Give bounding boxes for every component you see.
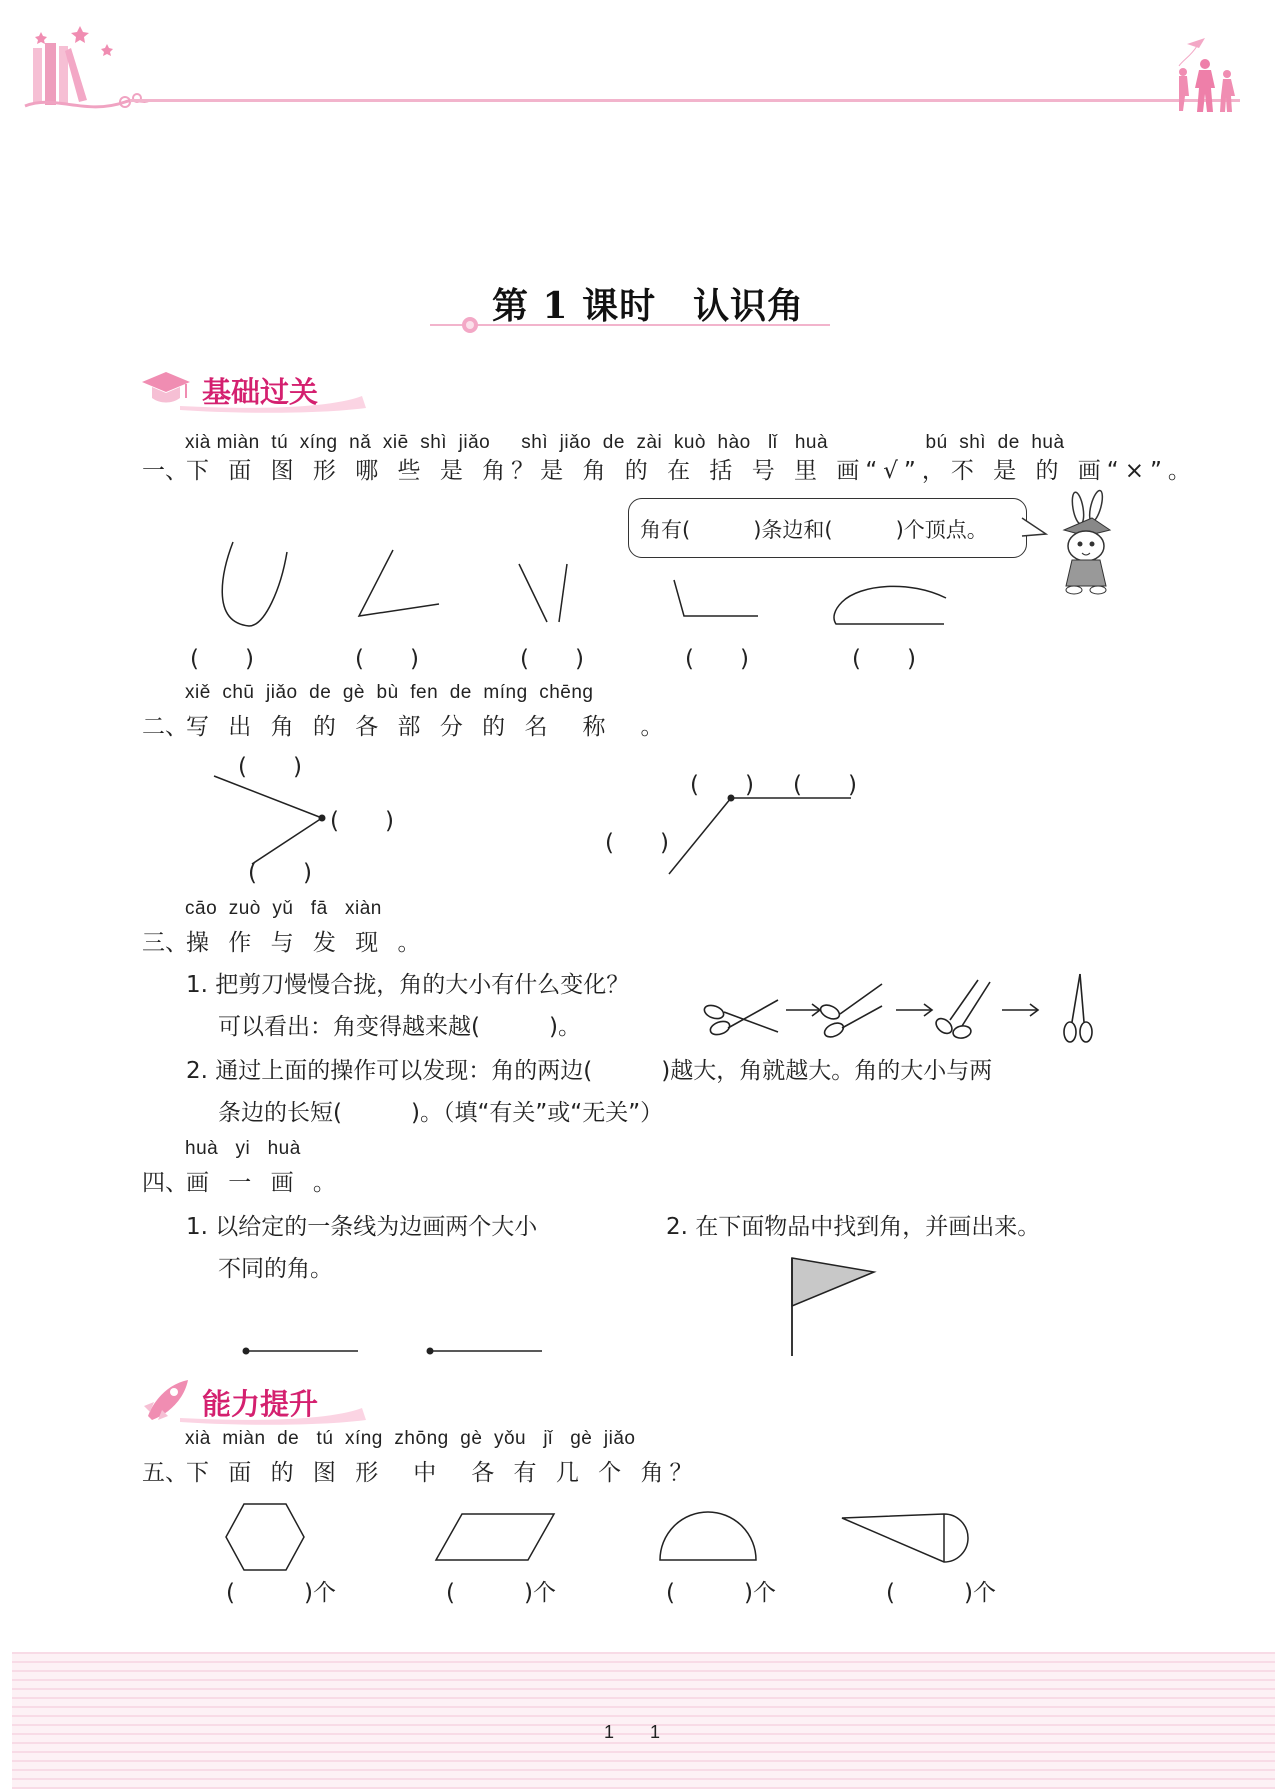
- q4-text: 画 一 画 。: [186, 1170, 342, 1196]
- q5-answer[interactable]: ( )个: [226, 1580, 336, 1606]
- q4-item1-line2: 不同的角。: [218, 1256, 333, 1282]
- q5-pinyin: xià miàn de tú xíng zhōng gè yǒu jǐ gè jiǎo: [185, 1428, 636, 1449]
- section-banner-advanced: [140, 1396, 370, 1426]
- q1-answer-paren[interactable]: ( ): [685, 646, 749, 672]
- q1-figure-curved-angle: [830, 584, 950, 630]
- bubble-text: 角有( )条边和( )个顶点。: [640, 518, 988, 542]
- speech-bubble-tail: [1022, 512, 1048, 542]
- title-underline: [430, 316, 830, 336]
- q3-text: 操 作 与 发 现 。: [186, 930, 427, 956]
- q5-figure-hexagon: [222, 1500, 308, 1574]
- q2-answer-paren[interactable]: ( ): [690, 772, 754, 798]
- q4-pinyin: huà yi huà: [185, 1138, 301, 1159]
- q2-answer-paren[interactable]: ( ): [238, 754, 302, 780]
- q1-figure-u-curve: [205, 538, 295, 630]
- lesson-title: 第 1 课时 认识角: [492, 285, 805, 327]
- q3-item1-line2: 可以看出：角变得越来越( )。: [218, 1014, 581, 1040]
- section-title-advanced: 能力提升: [202, 1387, 319, 1421]
- page-number: 1 1: [604, 1722, 661, 1742]
- q5-figure-cone: [838, 1510, 978, 1568]
- q1-answer-paren[interactable]: ( ): [520, 646, 584, 672]
- section-banner-basic: [140, 384, 370, 414]
- q2-answer-paren[interactable]: ( ): [793, 772, 857, 798]
- q2-label: 二、: [142, 714, 188, 740]
- q2-angle-right: [665, 792, 855, 876]
- q1-figure-open-lines: [515, 560, 575, 628]
- scissors-sequence-icon: [700, 972, 1120, 1046]
- q4-label: 四、: [142, 1170, 188, 1196]
- q5-answer[interactable]: ( )个: [886, 1580, 996, 1606]
- q3-item1-line1: 1. 把剪刀慢慢合拢，角的大小有什么变化？: [186, 972, 630, 998]
- q1-answer-paren[interactable]: ( ): [355, 646, 419, 672]
- q1-answer-paren[interactable]: ( ): [190, 646, 254, 672]
- rabbit-mascot-icon: [1052, 490, 1120, 598]
- q3-item2-line1: 2. 通过上面的操作可以发现：角的两边( )越大，角就越大。角的大小与两: [186, 1058, 993, 1084]
- header-decoration-left: [25, 18, 155, 123]
- q3-item2-line2: 条边的长短( )。（填“有关”或“无关”）: [218, 1100, 664, 1126]
- q5-answer[interactable]: ( )个: [446, 1580, 556, 1606]
- flag-icon: [788, 1254, 878, 1358]
- section-title-basic: 基础过关: [202, 375, 319, 409]
- q1-answer-paren[interactable]: ( ): [852, 646, 916, 672]
- header-rule: [130, 99, 1240, 102]
- q5-figure-semicircle: [656, 1508, 760, 1564]
- q1-figure-angle: [355, 548, 445, 618]
- q2-answer-paren[interactable]: ( ): [248, 860, 312, 886]
- q1-figure-right-angle: [670, 576, 760, 624]
- header-decoration-right: [1165, 36, 1245, 118]
- q4-item1-line1: 1. 以给定的一条线为边画两个大小: [186, 1214, 538, 1240]
- q1-pinyin: xià miàn tú xíng nǎ xiē shì jiǎo shì jiǎo de zài kuò hào lǐ huà bú shì de huà: [185, 432, 1065, 453]
- q2-text: 写 出 角 的 各 部 分 的 名 称 。: [186, 714, 670, 740]
- q2-pinyin: xiě chū jiǎo de gè bù fen de míng chēng: [185, 682, 594, 703]
- q4-given-line-2[interactable]: [426, 1345, 546, 1357]
- q2-answer-paren[interactable]: ( ): [330, 808, 394, 834]
- q1-label: 一、: [142, 458, 188, 484]
- q4-given-line-1[interactable]: [242, 1345, 362, 1357]
- q3-pinyin: cāo zuò yǔ fā xiàn: [185, 898, 382, 919]
- q5-label: 五、: [142, 1460, 188, 1486]
- q1-text: 下 面 图 形 哪 些 是 角？是 角 的 在 括 号 里 画“√”，不 是 的 画“×”。: [186, 458, 1197, 484]
- q3-label: 三、: [142, 930, 188, 956]
- q4-item2: 2. 在下面物品中找到角，并画出来。: [666, 1214, 1041, 1240]
- q5-figure-parallelogram: [432, 1510, 558, 1564]
- q5-text: 下 面 的 图 形 中 各 有 几 个 角？: [186, 1460, 699, 1486]
- q2-answer-paren[interactable]: ( ): [605, 830, 669, 856]
- q5-answer[interactable]: ( )个: [666, 1580, 776, 1606]
